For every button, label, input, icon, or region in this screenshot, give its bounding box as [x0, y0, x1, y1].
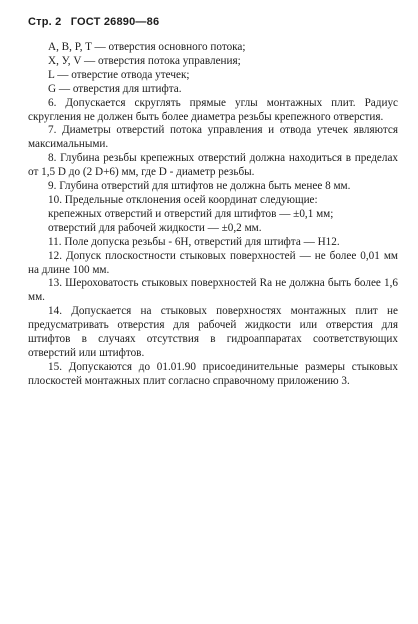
standard-number: ГОСТ 26890—86 [70, 16, 160, 28]
deviation-fasteners: крепежных отверстий и отверстий для штифтов — ±0,1 мм; [48, 207, 334, 220]
clause-13: 13. Шероховатость стыковых поверхностей Ra не должна быть более 1,6 мм. [28, 277, 398, 304]
legend-item: X, У, V — отверстия потока управления; [48, 54, 241, 67]
clause-7: 7. Диаметры отверстий потока управления и отвода утечек являются максимальными. [28, 124, 398, 151]
clause-14: 14. Допускается на стыковых поверхностях монтажных плит не предусматривать отверстия для рабочей жидкости или отверстия для штифтов в случаях отсутствия в гидроаппаратах соответствующих отверстий или штифтов. [28, 305, 398, 359]
clause-8: 8. Глубина резьбы крепежных отверстий должна находиться в пределах от 1,5 D до (2 D+6) мм, где D - диаметр резьбы. [28, 152, 398, 179]
legend-item: L — отверстие отвода утечек; [48, 68, 190, 81]
document-body [28, 41, 398, 389]
clause-10: 10. Предельные отклонения осей координат следующие: [48, 193, 318, 206]
page-number: Стр. 2 [28, 16, 62, 28]
legend-item: A, B, P, T — отверстия основного потока; [48, 41, 246, 53]
page-header [28, 16, 165, 28]
clause-6: 6. Допускается скруглять прямые углы монтажных плит. Радиус скругления не должен быть более диаметра резьбы крепежного отверстия. [28, 96, 398, 123]
clause-15: 15. Допускаются до 01.01.90 присоединительные размеры стыковых плоскостей монтажных плит согласно справочному приложению 3. [28, 360, 398, 387]
clause-11: 11. Поле допуска резьбы - 6Н, отверстий для штифта — Н12. [48, 235, 340, 248]
clause-12: 12. Допуск плоскостности стыковых поверхностей — не более 0,01 мм на длине 100 мм. [28, 249, 398, 276]
legend-item: G — отверстия для штифта. [48, 82, 182, 95]
clause-9: 9. Глубина отверстий для штифтов не должна быть менее 8 мм. [48, 180, 351, 193]
deviation-fluid: отверстий для рабочей жидкости — ±0,2 мм. [48, 221, 262, 234]
